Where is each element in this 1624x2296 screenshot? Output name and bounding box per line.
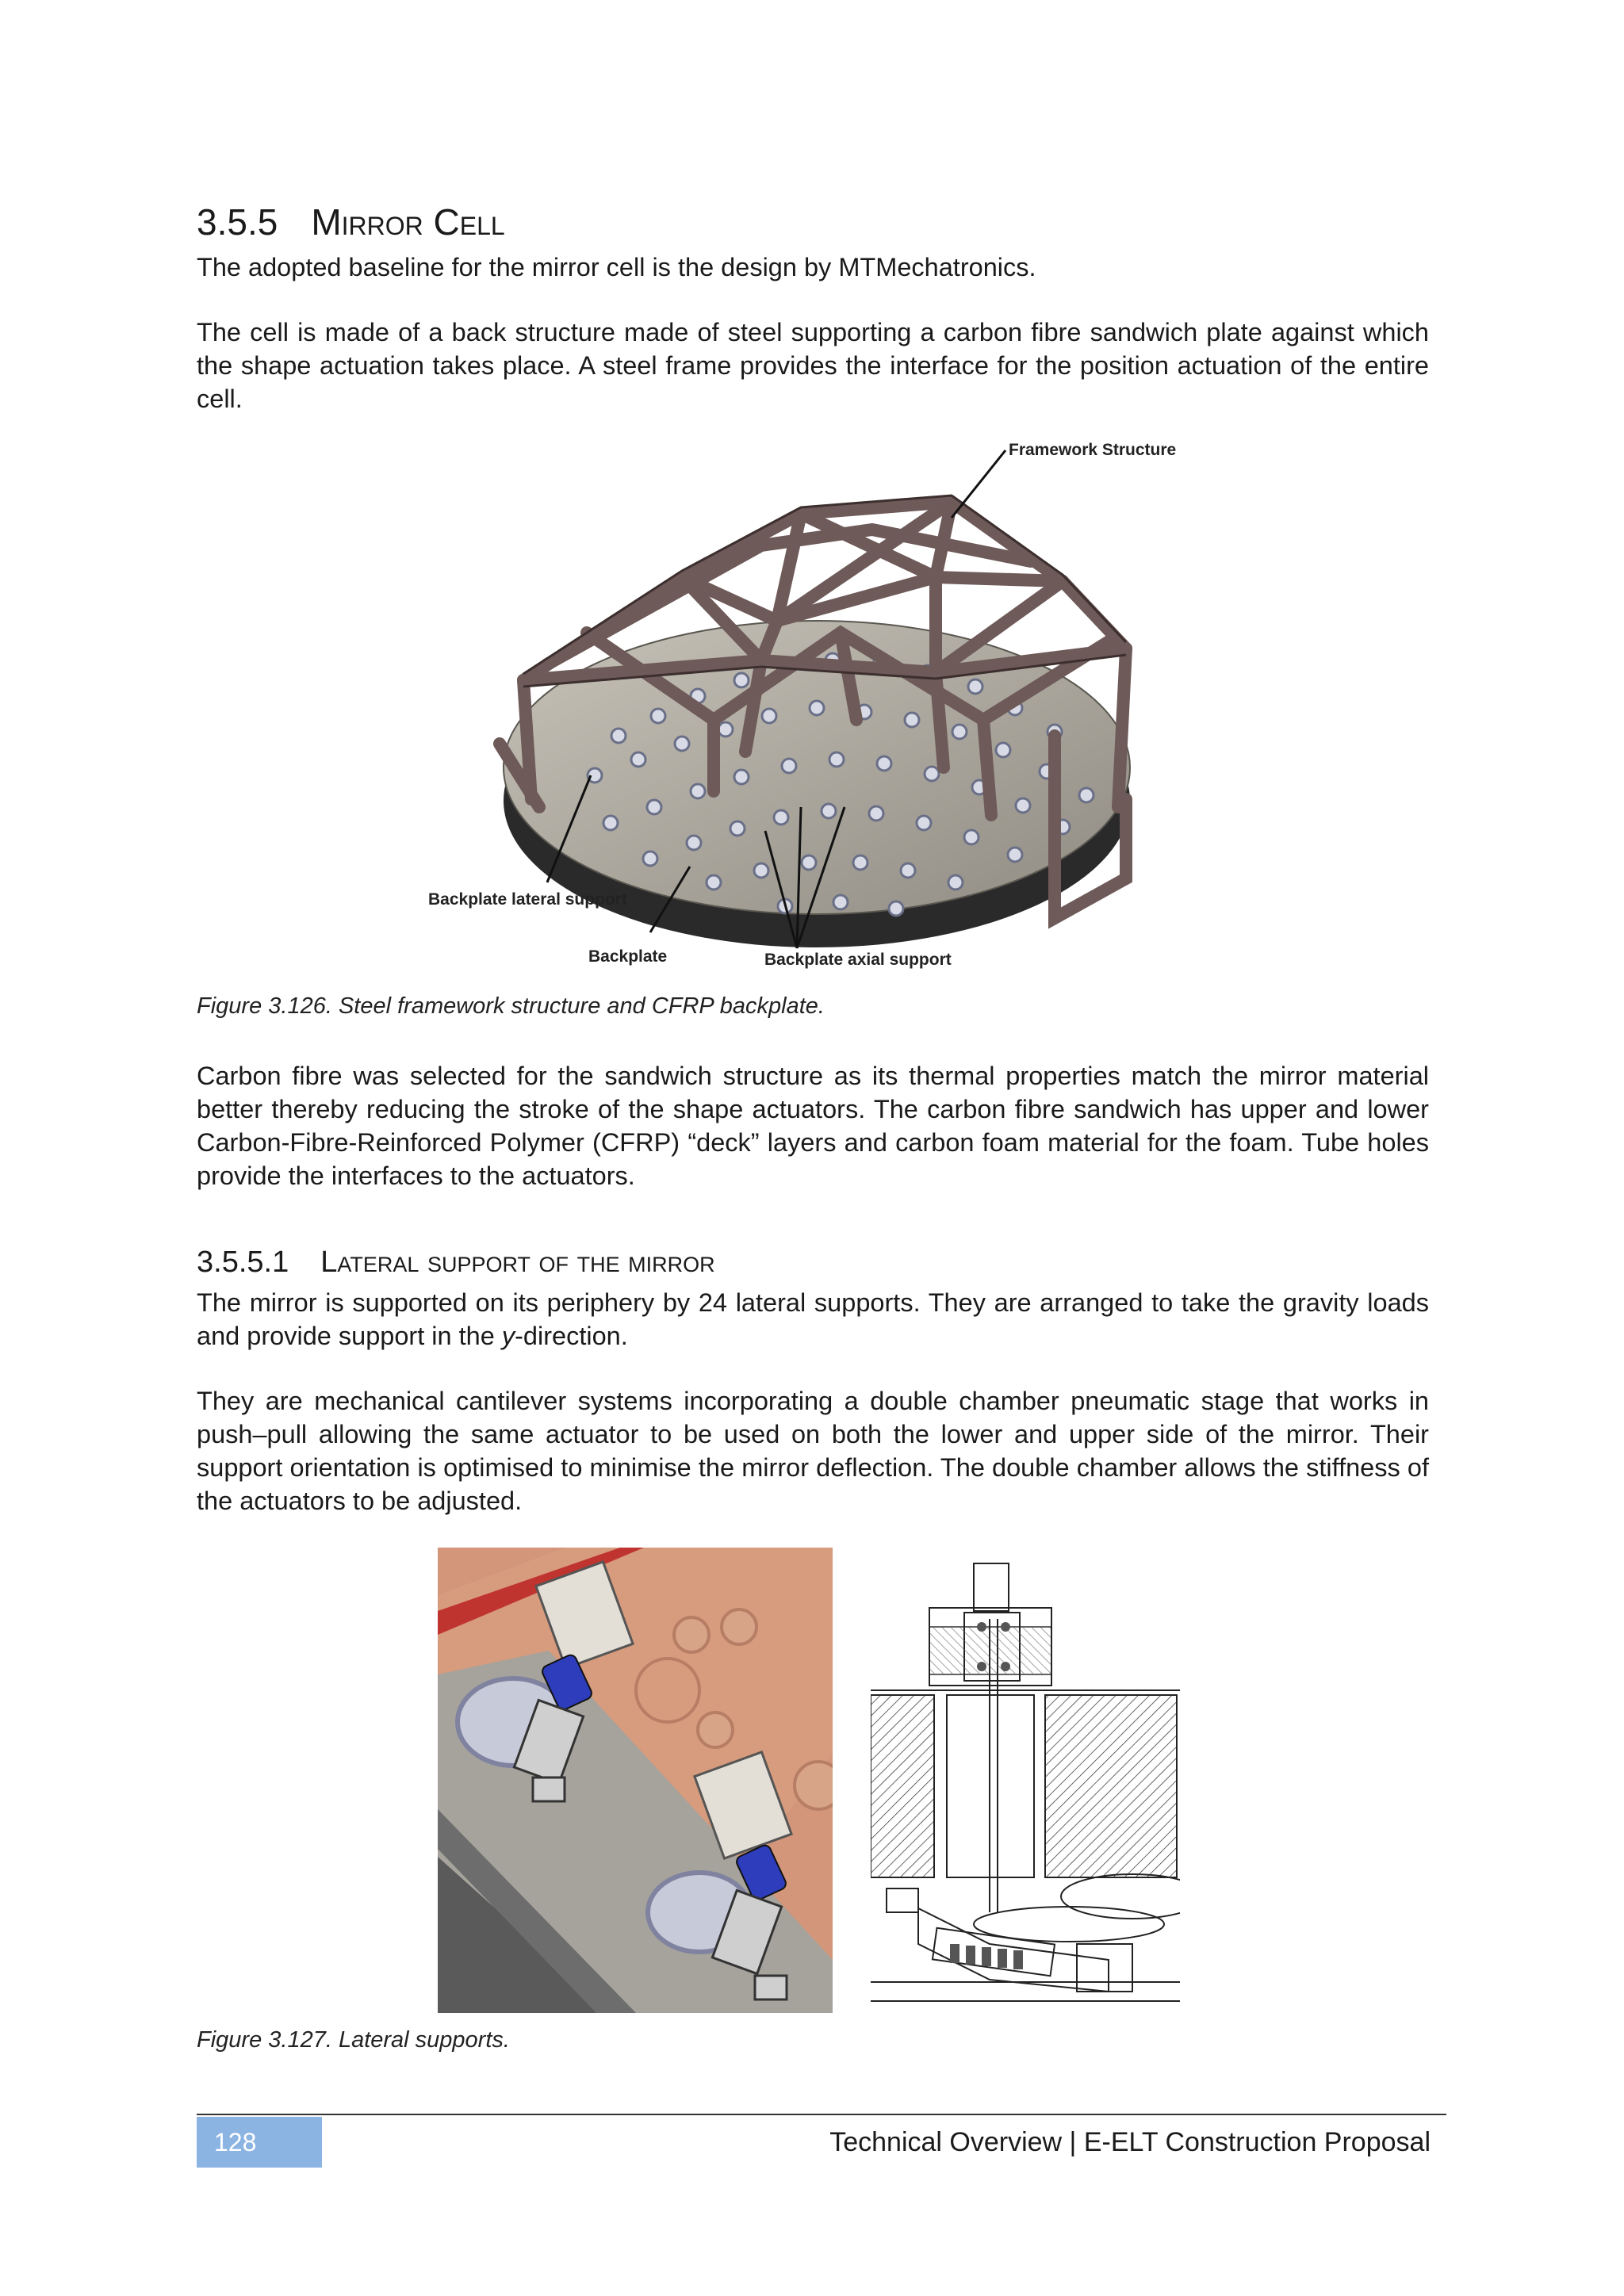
section-number: 3.5.5 bbox=[197, 201, 278, 243]
subsection-number: 3.5.5.1 bbox=[197, 1246, 289, 1279]
subsection-heading-block bbox=[197, 1243, 1429, 1281]
section-heading bbox=[197, 200, 1429, 244]
carbon-fibre-paragraph-block bbox=[197, 1059, 1429, 1192]
figure-127-caption-block bbox=[197, 2025, 1429, 2055]
lateral-paragraph-1-end: -direction. bbox=[515, 1322, 628, 1350]
lateral-paragraph-1 bbox=[197, 1286, 1429, 1353]
section-title: Mirror Cell bbox=[311, 201, 505, 243]
lateral-paragraph-1-start: The mirror is supported on its periphery by 24 lateral supports. They are arranged to take the gravity loads and provide support in the bbox=[197, 1288, 1429, 1350]
callout-backplate: Backplate bbox=[588, 947, 668, 966]
figure-126-caption-block bbox=[197, 991, 1429, 1021]
section-drawing-svg bbox=[871, 1548, 1180, 2007]
intro-paragraph-1-block bbox=[197, 251, 1429, 284]
lateral-support-render-svg bbox=[438, 1548, 833, 2013]
lateral-paragraph-2-block bbox=[197, 1384, 1429, 1517]
lateral-support-render bbox=[438, 1548, 833, 2013]
page-number: 128 bbox=[197, 2117, 322, 2168]
lateral-paragraph-1-block bbox=[197, 1286, 1429, 1353]
subsection-heading bbox=[197, 1243, 1429, 1281]
carbon-fibre-paragraph: Carbon fibre was selected for the sandwich structure as its thermal properties match the mirror material better thereby reducing the stroke of the shape actuators. The carbon fibre sandwich has upper and lower Carbon-Fibre-Reinforced Polymer (CFRP) “deck” layers and carbon foam material for the foam. Tube holes provide the interfaces to the actuators. bbox=[197, 1062, 1429, 1190]
callout-backplate-lateral-support: Backplate lateral support bbox=[428, 890, 627, 909]
lateral-paragraph-1-em: y bbox=[501, 1322, 515, 1350]
intro-paragraph-1: The adopted baseline for the mirror cell is the design by MTMechatronics. bbox=[197, 253, 1036, 281]
figure-126-caption: Figure 3.126. Steel framework structure and CFRP backplate. bbox=[197, 993, 825, 1019]
framework-figure bbox=[428, 434, 1221, 982]
callout-backplate-axial-support: Backplate axial support bbox=[764, 951, 952, 969]
intro-paragraph-2-block bbox=[197, 316, 1429, 415]
figure-127-caption: Figure 3.127. Lateral supports. bbox=[197, 2027, 510, 2053]
footer-rule bbox=[197, 2114, 1446, 2115]
footer-title: Technical Overview | E-ELT Construction Proposal bbox=[829, 2127, 1431, 2157]
lateral-support-section-drawing bbox=[871, 1548, 1180, 2007]
lateral-paragraph-2: They are mechanical cantilever systems incorporating a double chamber pneumatic stage that works in push–pull allowing the same actuator to be used on both the lower and upper side of the mirror. Their support orientation is optimised to minimise the mirror deflection. The double chamber allows the stiffness of the actuators to be adjusted. bbox=[197, 1387, 1429, 1515]
intro-paragraph-2: The cell is made of a back structure made of steel supporting a carbon fibre sandwich plate against which the shape actuation takes place. A steel frame provides the interface for the position actuation of the entire cell. bbox=[197, 318, 1429, 413]
callout-framework-structure: Framework Structure bbox=[1009, 441, 1177, 459]
section-heading-block bbox=[197, 200, 1429, 244]
subsection-title: Lateral support of the mirror bbox=[320, 1246, 715, 1279]
